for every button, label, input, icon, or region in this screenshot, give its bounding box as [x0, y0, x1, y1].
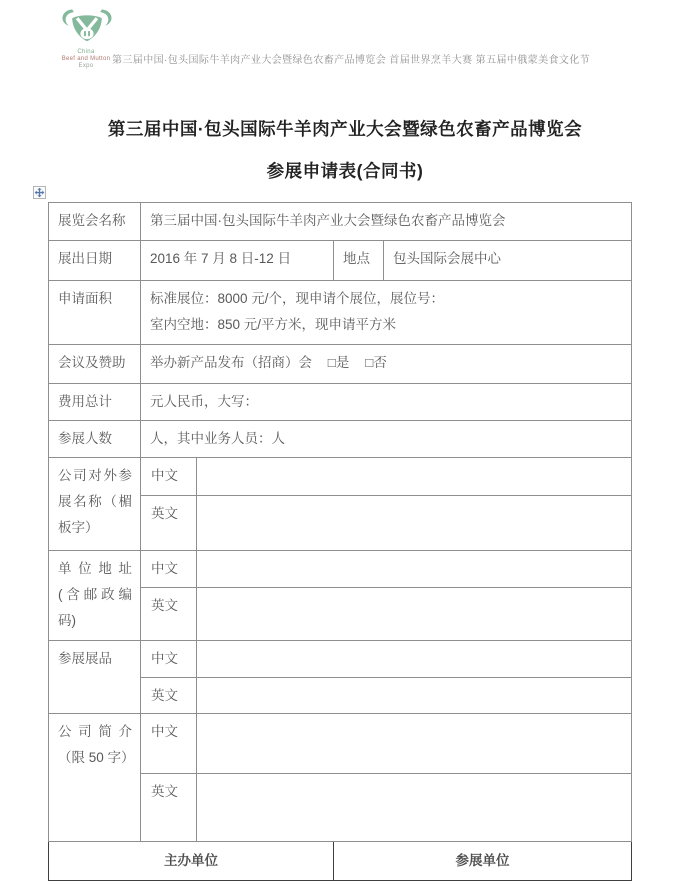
area-line1: 标准展位：8000 元/个，现申请个展位，展位号：	[150, 291, 445, 306]
english-input-cell[interactable]	[197, 774, 632, 842]
field-label: 单位地址 (含邮政编码)	[49, 551, 141, 641]
organizer-cell: 主办单位	[49, 842, 334, 881]
checkbox-yes[interactable]: □是	[327, 355, 350, 370]
row-booth-area	[49, 281, 632, 345]
chinese-input-cell[interactable]	[197, 458, 632, 496]
row-sponsorship	[49, 345, 632, 384]
row-attendee-count	[49, 421, 632, 458]
field-label: 申请面积	[49, 281, 141, 345]
field-label: 展览会名称	[49, 203, 141, 241]
exhibitor-cell: 参展单位	[334, 842, 632, 881]
checkbox-no[interactable]: □否	[365, 355, 387, 370]
chinese-input-cell[interactable]	[197, 641, 632, 678]
field-label: 费用总计	[49, 384, 141, 421]
chinese-input-cell[interactable]	[197, 714, 632, 774]
document-title-line1: 第三届中国·包头国际牛羊肉产业大会暨绿色农畜产品博览会	[107, 119, 583, 139]
venue-label: 地点	[334, 241, 384, 281]
date-value: 2016 年 7 月 8 日-12 日	[141, 241, 334, 281]
logo-caption-line1: China	[77, 49, 95, 55]
chinese-sublabel: 中文	[141, 551, 197, 588]
chinese-sublabel: 中文	[141, 458, 197, 496]
row-company-address-cn	[49, 551, 632, 588]
english-input-cell[interactable]	[197, 678, 632, 714]
field-label: 参展人数	[49, 421, 141, 458]
field-label: 会议及赞助	[49, 345, 141, 384]
english-input-cell[interactable]	[197, 496, 632, 551]
row-exhibits-cn	[49, 641, 632, 678]
field-value[interactable]	[141, 281, 632, 345]
row-company-display-name-cn	[49, 458, 632, 496]
row-exhibition-name	[49, 203, 632, 241]
field-label: 公司简介（限 50 字）	[49, 714, 141, 842]
field-value[interactable]: 人，其中业务人员：人	[141, 421, 632, 458]
venue-value: 包头国际会展中心	[384, 241, 632, 281]
field-value	[141, 345, 632, 384]
row-company-profile-cn	[49, 714, 632, 774]
header-tagline: 第三届中国·包头国际牛羊肉产业大会暨绿色农畜产品博览会 首届世界烹羊大赛 第五届中俄蒙美食文化节	[112, 55, 591, 66]
logo-caption-line3: Expo	[78, 63, 94, 69]
row-exhibition-date	[49, 241, 632, 281]
expo-logo	[52, 5, 122, 49]
english-sublabel: 英文	[141, 588, 197, 641]
area-line2: 室内空地：850 元/平方米，现申请平方米	[150, 317, 397, 332]
table-move-handle-icon[interactable]	[33, 186, 46, 199]
chinese-input-cell[interactable]	[197, 551, 632, 588]
sponsor-text: 举办新产品发布（招商）会	[150, 355, 312, 370]
chinese-sublabel: 中文	[141, 714, 197, 774]
field-value[interactable]: 元人民币，大写：	[141, 384, 632, 421]
english-sublabel: 英文	[141, 496, 197, 551]
field-label: 展出日期	[49, 241, 141, 281]
field-label: 参展展品	[49, 641, 141, 714]
chinese-sublabel: 中文	[141, 641, 197, 678]
field-label: 公司对外参展名称（楣板字）	[49, 458, 141, 551]
logo-caption-line2: Beef and Mutton	[61, 56, 111, 62]
row-signature	[49, 842, 632, 881]
field-value: 第三届中国·包头国际牛羊肉产业大会暨绿色农畜产品博览会	[141, 203, 632, 241]
document-title-line2: 参展申请表(合同书)	[266, 161, 424, 181]
english-input-cell[interactable]	[197, 588, 632, 641]
row-total-cost	[49, 384, 632, 421]
english-sublabel: 英文	[141, 678, 197, 714]
english-sublabel: 英文	[141, 774, 197, 842]
application-form-table	[48, 202, 632, 881]
